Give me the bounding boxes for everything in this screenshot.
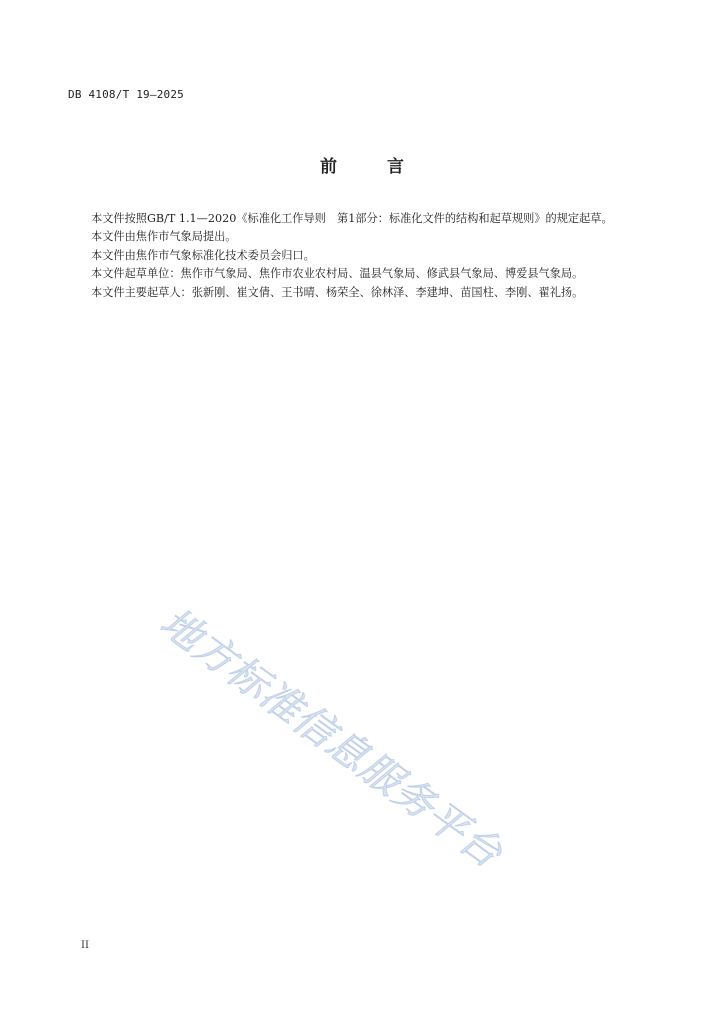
paragraph-drafting-units: 本文件起草单位：焦作市气象局、焦作市农业农村局、温县气象局、修武县气象局、博爱县气象局。 <box>91 267 584 281</box>
foreword-body <box>68 210 648 302</box>
paragraph-drafting-rules: 本文件按照GB/T 1.1—2020《标准化工作导则 第1部分：标准化文件的结构和起草规则》的规定起草。 <box>91 212 613 225</box>
paragraph-drafters: 本文件主要起草人：张新刚、崔文倩、王书晴、杨荣全、徐林泽、李建坤、苗国柱、李刚、翟礼扬。 <box>91 285 584 299</box>
page-title <box>0 152 724 177</box>
paragraph-committee: 本文件由焦作市气象标准化技术委员会归口。 <box>91 248 315 262</box>
watermark: 地方标准信息服务平台 <box>151 599 511 878</box>
title-char-1: 前 <box>320 157 337 177</box>
page-number: II <box>81 940 89 951</box>
paragraph-proposer: 本文件由焦作市气象局提出。 <box>91 230 237 244</box>
document-code: DB 4108/T 19—2025 <box>68 88 184 101</box>
title-char-2: 言 <box>387 157 404 177</box>
